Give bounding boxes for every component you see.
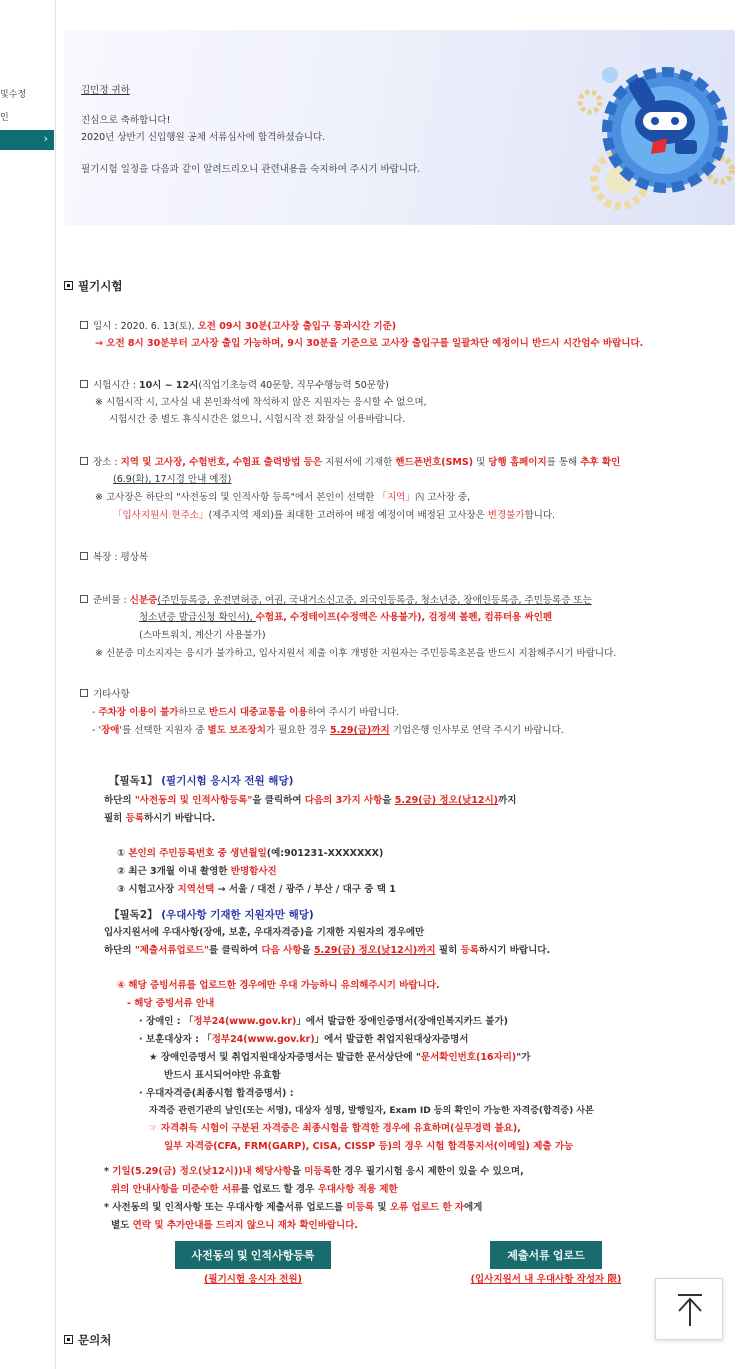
required2-doc-8: 일부 자격증(CFA, FRM(GARP), CISA, CISSP 등)의 경우 시험 합격통지서(이메일) 제출 가능 [164,1141,574,1152]
consent-registration-button[interactable]: 사전동의 및 인적사항등록 [175,1241,331,1269]
chevron-right-icon: › [43,132,48,145]
required2-doc-head: - 해당 증빙서류 안내 [127,998,215,1009]
notice-1: * 기일(5.29(금) 정오(낮12시))내 해당사항을 미등록한 경우 필기시험 응시 제한이 있을 수 있으며, [104,1166,524,1177]
banner-line-1: 진심으로 축하합니다! [81,115,171,126]
exam-items-3: (스마트워치, 계산기 사용불가) [139,630,266,641]
consent-registration-sub: (필기시험 응시자 전원) [204,1274,302,1285]
exam-items-2: 청소년증 발급신청 확인서), 수험표, 수정테이프(수정액은 사용불가), 검정색 볼펜, 컴퓨터용 싸인펜 [139,612,553,623]
checkbox-square-icon [80,689,88,697]
required2-doc-4: 반드시 표시되어야만 유효함 [164,1070,281,1081]
sidebar-item-edit[interactable]: 및수정 [0,90,27,100]
checkbox-square-icon [80,380,88,388]
scroll-to-top-icon [676,1293,704,1327]
required2-item4: ④ 해당 증빙서류를 업로드한 경우에만 우대 가능하니 유의해주시기 바랍니다. [117,980,440,991]
exam-place-sub: (6.9(화), 17시경 안내 예정) [113,474,232,485]
section-title-written-exam: 필기시험 [64,278,122,294]
exam-duration: 시험시간 : 10시 ~ 12시(직업기초능력 40문항, 직무수행능력 50문항) [80,377,389,391]
required1-line2: 필히 등록하시기 바랍니다. [104,813,216,824]
required2-doc-3: ★ 장애인증명서 및 취업지원대상자증명서는 발급한 문서상단에 "문서확인번호(16자리)"가 [149,1052,531,1063]
required1-line1: 하단의 "사전동의 및 인적사항등록"을 클릭하여 다음의 3가지 사항을 5.29(금) 정오(낮12시)까지 [104,795,517,806]
congratulations-banner [64,30,735,225]
checkbox-square-icon [80,321,88,329]
required1-item2: ② 최근 3개월 이내 촬영한 반명함사진 [117,866,277,877]
required2-line2: 하단의 "제출서류업로드"를 클릭하여 다음 사항을 5.29(금) 정오(낮12시)까지 필히 등록하시기 바랍니다. [104,945,551,956]
required1-head: 【필독1】 (필기시험 응시자 전원 해당) [109,775,294,787]
required2-doc-1: · 장애인 : 「정부24(www.gov.kr)」에서 발급한 장애인증명서(장애인복지카드 불가) [139,1016,508,1027]
exam-date: 일시 : 2020. 6. 13(토), 오전 09시 30분(고사장 출입구 통과시간 기준) [80,318,396,332]
exam-place-note-1: ※ 고사장은 하단의 "사전동의 및 인적사항 등록"에서 본인이 선택한 「지역」內 고사장 중, [95,492,471,503]
required2-line1: 입사지원서에 우대사항(장애, 보훈, 우대자격증)을 기재한 지원자의 경우에만 [104,927,425,938]
required2-head: 【필독2】 (우대사항 기재한 지원자만 해당) [109,909,314,921]
checkbox-square-icon [80,595,88,603]
required2-doc-5: · 우대자격증(최종시험 합격증명서) : [139,1088,294,1099]
checkbox-square-icon [80,552,88,560]
required1-item1: ① 본인의 주민등록번호 중 생년월일(예:901231-XXXXXXX) [117,848,384,859]
exam-items: 준비물 : 신분증(주민등록증, 운전면허증, 여권, 국내거소신고증, 외국인등록증, 청소년증, 장애인등록증, 주민등록증 또는 [80,592,592,606]
required2-doc-7: ☞ 자격취득 시험이 구분된 자격증은 최종시험을 합격한 경우에 유효하며(실무경력 불요), [149,1123,521,1134]
banner-line-2: 2020년 상반기 신입행원 공채 서류심사에 합격하셨습니다. [81,132,326,143]
exam-etc-2: - '장애'를 선택한 지원자 중 별도 보조장치가 필요한 경우 5.29(금)까지 기업은행 인사부로 연락 주시기 바랍니다. [92,725,564,736]
required1-item3: ③ 시험고사장 지역선택 → 서울 / 대전 / 광주 / 부산 / 대구 중 택 1 [117,884,396,895]
section-title-contact: 문의처 [64,1332,111,1348]
sidebar-item-active[interactable] [0,130,54,150]
checkbox-square-icon [80,457,88,465]
notice-3: * 사전동의 및 인적사항 또는 우대사항 제출서류 업로드를 미등록 및 오류 업로드 한 자에게 [104,1202,483,1213]
exam-date-note: → 오전 8시 30분부터 고사장 출입 가능하며, 9시 30분을 기준으로 고사장 출입구를 일괄차단 예정이니 반드시 시간엄수 바랍니다. [95,338,644,349]
scroll-to-top-button[interactable] [655,1278,723,1340]
document-upload-sub: (입사지원서 내 우대사항 작성자 限) [470,1274,622,1285]
exam-duration-note-2: 시험시간 중 별도 휴식시간은 없으니, 시험시작 전 화장실 이용바랍니다. [109,414,406,425]
exam-duration-note-1: ※ 시험시작 시, 고사실 내 본인좌석에 착석하지 않은 지원자는 응시할 수 없으며, [95,397,427,408]
document-upload-button[interactable]: 제출서류 업로드 [490,1241,602,1269]
required2-doc-6: 자격증 관련기관의 날인(또는 서명), 대상자 성명, 발행일자, Exam ID 등의 확인이 가능한 자격증(합격증) 사본 [149,1106,594,1116]
checkbox-square-icon [64,281,73,290]
checkbox-square-icon [64,1335,73,1344]
robot-mascot-illustration [515,30,735,225]
applicant-name: 김민정 귀하 [81,85,130,96]
required2-doc-2: · 보훈대상자 : 「정부24(www.gov.kr)」에서 발급한 취업지원대상자증명서 [139,1034,469,1045]
sidebar-item-confirm[interactable]: 인 [0,113,9,123]
notice-2: 위의 안내사항을 미준수한 서류를 업로드 할 경우 우대사항 적용 제한 [111,1184,398,1195]
exam-place: 장소 : 지역 및 고사장, 수험번호, 수험표 출력방법 등은 지원서에 기재한 핸드폰번호(SMS) 및 당행 홈페이지를 통해 추후 확인 [80,454,620,468]
exam-etc-1: - 주차장 이용이 불가하므로 반드시 대중교통을 이용하여 주시기 바랍니다. [92,707,400,718]
left-sidebar [0,0,56,1369]
exam-etc: 기타사항 [80,686,130,700]
banner-line-3: 필기시험 일정을 다음과 같이 알려드리오니 관련내용을 숙지하여 주시기 바랍니다. [81,164,421,175]
exam-dress: 복장 : 평상복 [80,549,148,563]
notice-4: 별도 연락 및 추가안내를 드리지 않으니 재차 확인바랍니다. [111,1220,359,1231]
exam-place-note-2: 「입사지원서 현주소」(제주지역 제외)를 최대한 고려하여 배정 예정이며 배정된 고사장은 변경불가합니다. [113,510,556,521]
exam-items-note: ※ 신분증 미소지자는 응시가 불가하고, 입사지원서 제출 이후 개명한 지원자는 주민등록초본을 반드시 지참해주시기 바랍니다. [95,648,617,659]
